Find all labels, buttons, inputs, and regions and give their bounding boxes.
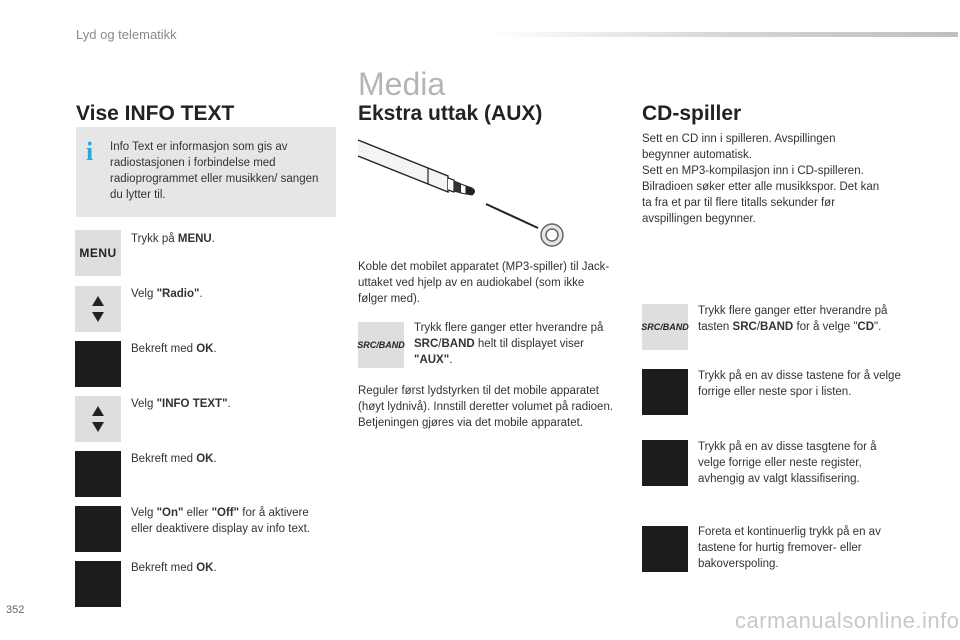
left-step-6 [131, 505, 331, 537]
seek-buttons [642, 526, 688, 572]
step-text: Velg [131, 507, 157, 519]
aux-volume-text: Reguler først lydstyrken til det mobile apparatet (høyt lydnivå). Innstill deretter volumet på radioen. Betjeningen gjøres via det mobile apparatet. [358, 385, 614, 429]
cd-mp3-text: Sett en MP3-kompilasjon inn i CD-spilleren. Bilradioen søker etter alle musikkspor. Det kan ta fra et par til flere titalls sekunder før avspillingen begynner. [642, 165, 880, 225]
left-step-3 [131, 341, 331, 357]
ok-button [75, 341, 121, 387]
step-text: Bekreft med [131, 343, 197, 355]
cd-step-4: Foreta et kontinuerlig trykk på en av tastene for hurtig fremover- eller bakoverspoling. [698, 526, 881, 570]
middle-section-title: Ekstra uttak (AUX) [358, 102, 543, 125]
step-bold: OK [196, 343, 214, 355]
page-title: Media [358, 66, 446, 102]
step-text: eller [183, 507, 212, 519]
step-text: . [211, 233, 215, 245]
arrow-down-icon [92, 312, 104, 322]
up-down-arrows [75, 396, 121, 442]
step-text: / [438, 338, 442, 350]
step-bold: BAND [441, 338, 475, 350]
step-text: Velg [131, 288, 157, 300]
step-text: . [213, 343, 217, 355]
info-icon: i [86, 137, 94, 166]
step-text: for å aktivere eller deaktivere display av info text. [131, 507, 310, 535]
left-section-title: Vise INFO TEXT [76, 102, 235, 125]
cd-intro-line: Sett en CD inn i spilleren. Avspillingen begynner automatisk. [642, 133, 836, 161]
step-bold: "Radio" [156, 288, 200, 300]
jack-plug-icon [358, 140, 475, 195]
step-text: / [756, 321, 761, 333]
step-bold: BAND [760, 321, 794, 333]
step-bold: "On" [156, 507, 184, 519]
left-step-4 [131, 396, 331, 412]
step-text: Trykk flere ganger etter hverandre på tasten [698, 305, 888, 333]
step-bold: CD [857, 321, 875, 333]
arrow-up-icon [92, 296, 104, 306]
step-bold: SRC [732, 321, 757, 333]
left-step-5 [131, 451, 331, 467]
step-text: Trykk flere ganger etter hverandre på [414, 322, 604, 334]
header-divider [488, 32, 958, 37]
step-text: . [199, 288, 203, 300]
watermark: carmanualsonline.info [735, 608, 960, 633]
aux-step-text [414, 320, 614, 368]
jack-socket-icon [541, 224, 563, 246]
left-step-7 [131, 560, 331, 576]
step-bold: "INFO TEXT" [156, 398, 228, 410]
step-bold: OK [196, 453, 214, 465]
step-text: Trykk på [131, 233, 178, 245]
step-bold: SRC [414, 338, 439, 350]
step-text: helt til displayet viser [474, 338, 585, 350]
arrow-up-icon [92, 406, 104, 416]
cd-intro-text [642, 131, 882, 227]
track-buttons [642, 369, 688, 415]
right-section-title: CD-spiller [642, 102, 742, 125]
left-step-1 [131, 231, 331, 247]
step-text: . [227, 398, 231, 410]
cd-step-3: Trykk på en av disse tasgtene for å velge forrige eller neste register, avhengig av valgt klassifisering. [698, 441, 877, 485]
left-step-2 [131, 286, 331, 302]
step-bold: "Off" [211, 507, 240, 519]
info-box [76, 127, 336, 217]
ok-button [75, 451, 121, 497]
info-text: Info Text er informasjon som gis av radiostasjonen i forbindelse med radioprogrammet eller musikken/ sangen du lytter til. [110, 141, 319, 201]
page-number: 352 [6, 604, 25, 616]
step-text: . [213, 562, 217, 574]
cd-step-1 [698, 303, 908, 335]
register-buttons [642, 440, 688, 486]
step-bold: "AUX" [414, 354, 450, 366]
step-text: Velg [131, 398, 157, 410]
up-down-arrows [75, 286, 121, 332]
menu-button: MENU [75, 230, 121, 276]
step-text: ". [874, 321, 882, 333]
src-band-button: SRC/BAND [642, 304, 688, 350]
arrow-down-icon [92, 422, 104, 432]
step-text: . [449, 354, 453, 366]
ok-button [75, 561, 121, 607]
jack-plug-illustration [358, 130, 578, 250]
step-text: for å velge " [793, 321, 858, 333]
section-header: Lyd og telematikk [76, 27, 177, 42]
step-text: . [213, 453, 217, 465]
src-band-button: SRC/BAND [358, 322, 404, 368]
step-text: Bekreft med [131, 453, 197, 465]
ok-button [75, 506, 121, 552]
step-bold: OK [196, 562, 214, 574]
cd-step-2: Trykk på en av disse tastene for å velge forrige eller neste spor i listen. [698, 370, 901, 398]
aux-intro-text: Koble det mobilet apparatet (MP3-spiller) til Jack-uttaket ved hjelp av en audiokabel (som ikke følger med). [358, 261, 610, 305]
step-bold: MENU [177, 233, 212, 245]
step-text: Bekreft med [131, 562, 197, 574]
